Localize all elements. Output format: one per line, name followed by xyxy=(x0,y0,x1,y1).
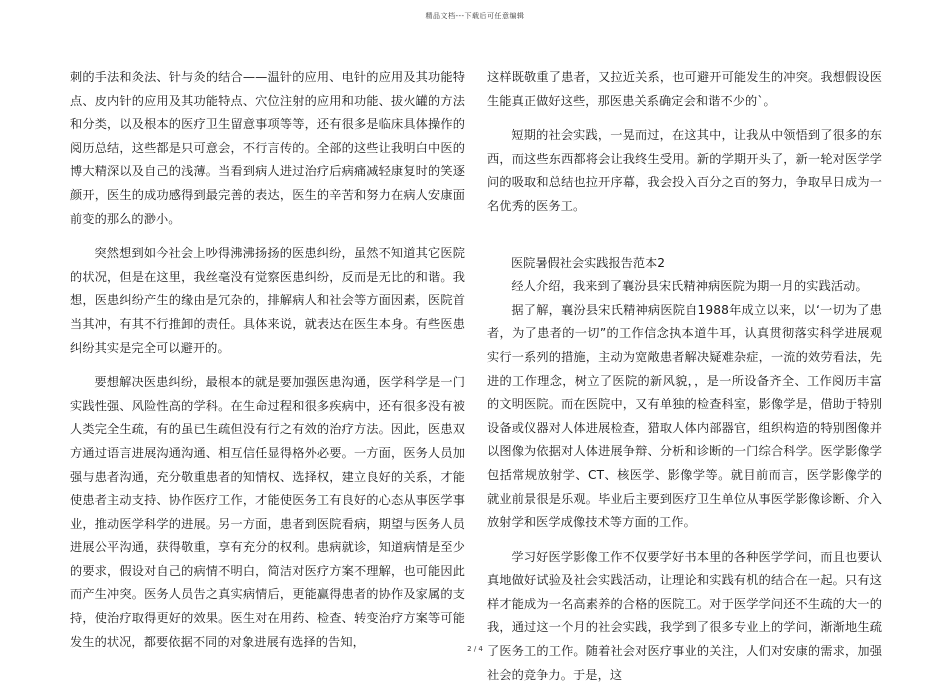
right-column xyxy=(487,66,882,687)
section-heading: 医院暑假社会实践报告范本2 xyxy=(511,255,666,270)
paragraph: 这样既敬重了患者，又拉近关系，也可避开可能发生的冲突。我想假设医生能真正做好这些，那医患关系确定会和谐不少的`。 xyxy=(487,70,882,108)
paragraph: 据了解，襄汾县宋氏精神病医院自1988年成立以来，以‘一切为了患者，为了患者的一切”的工作信念执本道牛耳，认真贯彻落实科学进展观实行一系列的措施，主动为宽敞患者解决疑难杂症，一流的效劳看法，先进的工作理念，树立了医院的新风貌，，是一所设备齐全、工作阅历丰富的文明医院。而在医院中，又有单独的检查科室，影像学是，借助于特别设备或仪器对人体进展检查，猎取人体内部器官，组织构造的特别图像并以图像为依据对人体进展争辩、分析和诊断的一门综合科学。医学影像学包括常规放射学、CT、核医学、影像学等。就目前而言，医学影像学的就业前景很是乐观。毕业后主要到医疗卫生单位从事医学影像诊断、介入放射学和医学成像技术等方面的工作。 xyxy=(487,302,882,530)
paragraph: 学习好医学影像工作不仅要学好书本里的各种医学学问，而且也要认真地做好试验及社会实践活动，让理论和实践有机的结合在一起。只有这样才能成为一名高素养的合格的医院工。对于医学学问还不生疏的大一的我，通过这一个月的社会实践，我学到了很多专业上的学问，渐渐地生疏了医务工的工作。随着社会对医疗事业的关注，人们对安康的需求，加强社会的竞争力。于是，这 xyxy=(487,549,882,682)
page-header: 精品文档---下载后可任意编辑 xyxy=(425,12,525,20)
paragraph: 要想解决医患纠纷，最根本的就是要加强医患沟通，医学科学是一门实践性强、风险性高的学科。在生命过程和很多疾病中，还有很多没有被人类完全生疏，有的虽已生疏但没有行之有效的治疗方法。因此，医患双方通过语言进展沟通沟通、相互信任显得格外必要。一方面，医务人员加强与患者沟通，充分敬重患者的知情权、选择权，建立良好的关系，才能使患者主动支持、协作医疗工作，才能使医务工有良好的心态从事医学事业，推动医学科学的进展。另一方面，患者到医院看病，期望与医务人员进展公平沟通，获得敬重，享有充分的权利。患病就诊，知道病情是至少的要求，假设对自己的病情不明白，简洁对医疗方案不理解，也可能因此而产生冲突。医务人员告之真实病情后，更能赢得患者的协作及家属的支持，使治疗取得更好的效果。医生对在用药、检查、转变治疗方案等可能发生的状况，都要依据不同的对象进展有选择的告知， xyxy=(70,375,465,649)
paragraph: 刺的手法和灸法、针与灸的结合——温针的应用、电针的应用及其功能特点、皮内针的应用及其功能特点、穴位注射的应用和功能、拔火罐的方法和分类，以及根本的医疗卫生留意事项等等，还有很多是临床具体操作的阅历总结，这些都是只可意会，不行言传的。全部的这些让我明白中医的博大精深以及自己的浅薄。当看到病人进过治疗后病痛减轻康复时的笑逐颜开，医生的成功感得到最完善的表达，医生的辛苦和努力在病人安康面前变的那么的渺小。 xyxy=(70,70,465,226)
paragraph: 突然想到如今社会上吵得沸沸扬扬的医患纠纷，虽然不知道其它医院的状况，但是在这里，我丝毫没有觉察医患纠纷，反而是无比的和谐。我想，医患纠纷产生的缘由是冗杂的，排解病人和社会等方面因素，医院首当其冲，有其不行推卸的责任。具体来说，就表达在医生本身。有些医患纠纷其实是完全可以避开的。 xyxy=(70,246,465,355)
left-column xyxy=(70,66,465,654)
paragraph: 短期的社会实践，一晃而过，在这其中，让我从中领悟到了很多的东西，而这些东西都将会让我终生受用。新的学期开头了，新一轮对医学学问的吸取和总结也拉开序幕，我会投入百分之百的努力，争取早日成为一名优秀的医务工。 xyxy=(487,128,882,213)
paragraph: 经人介绍，我来到了襄汾县宋氏精神病医院为期一月的实践活动。 xyxy=(511,279,868,294)
page-number: 2 / 4 xyxy=(467,645,483,653)
